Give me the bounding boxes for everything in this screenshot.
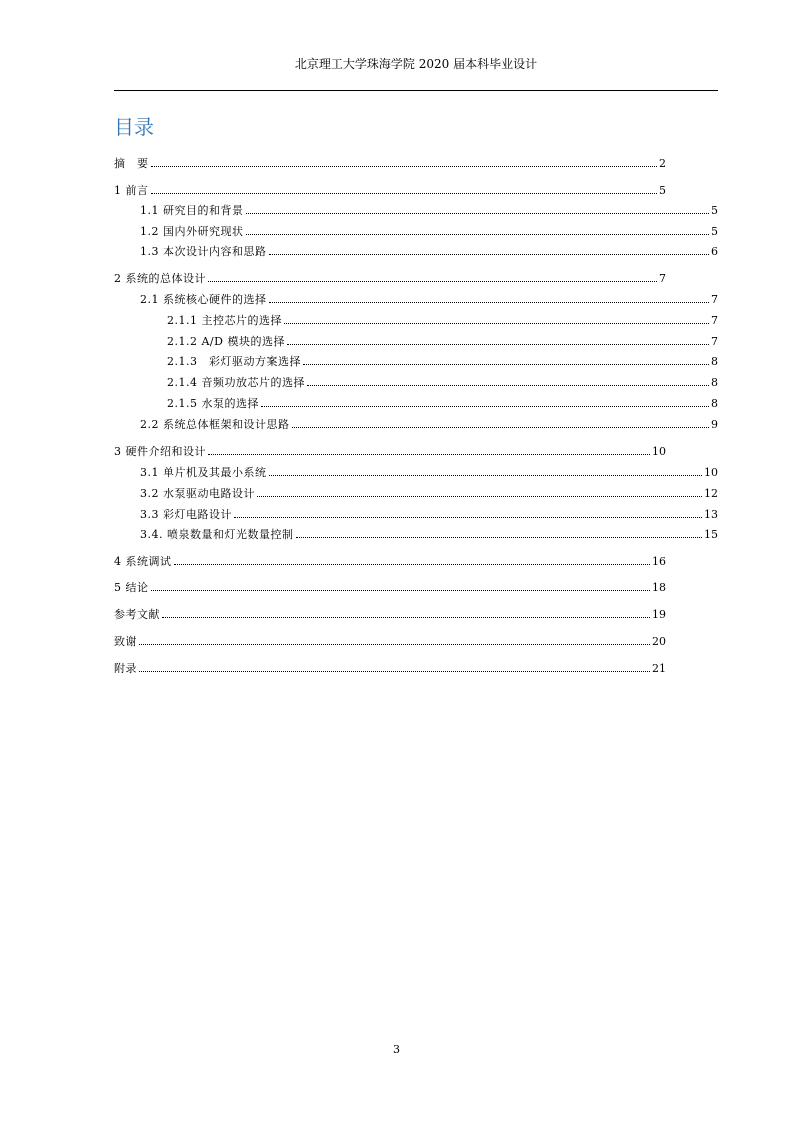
- toc-entry-label: 4 系统调试: [114, 555, 172, 568]
- toc-entry[interactable]: [114, 608, 666, 622]
- toc-entry-page: 5: [711, 204, 718, 217]
- toc-entry[interactable]: [114, 662, 666, 676]
- toc-entry[interactable]: [114, 184, 666, 198]
- toc-leader-dots: [162, 617, 650, 618]
- toc-entry-page: 5: [711, 225, 718, 238]
- toc-entry-label: 1 前言: [114, 184, 149, 197]
- toc-leader-dots: [151, 590, 651, 591]
- toc-entry[interactable]: [114, 635, 666, 649]
- toc-entry-page: 7: [711, 293, 718, 306]
- toc-leader-dots: [174, 564, 651, 565]
- toc-entry-page: 7: [711, 314, 718, 327]
- toc-entry-label: 1.2 国内外研究现状: [140, 225, 244, 238]
- toc-leader-dots: [234, 517, 702, 518]
- toc-leader-dots: [296, 537, 703, 538]
- toc-entry-page: 18: [652, 581, 666, 594]
- toc-leader-dots: [208, 281, 657, 282]
- toc-entry-page: 10: [652, 445, 666, 458]
- toc-entry-label: 2.1.3 彩灯驱动方案选择: [167, 355, 301, 368]
- toc-entry-label: 1.1 研究目的和背景: [140, 204, 244, 217]
- toc-entry[interactable]: [140, 487, 718, 501]
- toc-entry[interactable]: [140, 508, 718, 522]
- toc-entry-label: 2.1.5 水泵的选择: [167, 397, 259, 410]
- toc-entry[interactable]: [167, 397, 718, 411]
- toc-leader-dots: [284, 323, 709, 324]
- toc-entry-label: 参考文献: [114, 608, 160, 621]
- toc-leader-dots: [139, 671, 650, 672]
- toc-entry-page: 19: [652, 608, 666, 621]
- toc-entry-label: 2.2 系统总体框架和设计思路: [140, 418, 290, 431]
- toc-entry-label: 附录: [114, 662, 137, 675]
- toc-entry-label: 3.3 彩灯电路设计: [140, 508, 232, 521]
- toc-leader-dots: [261, 406, 709, 407]
- toc-leader-dots: [151, 193, 658, 194]
- toc-entry-page: 8: [711, 397, 718, 410]
- toc-entry-page: 8: [711, 355, 718, 368]
- toc-entry[interactable]: [167, 335, 718, 349]
- toc-entry-label: 3.2 水泵驱动电路设计: [140, 487, 255, 500]
- toc-entry-page: 13: [704, 508, 718, 521]
- toc-entry[interactable]: [167, 355, 718, 369]
- toc-leader-dots: [307, 385, 709, 386]
- toc-entry-page: 9: [711, 418, 718, 431]
- toc-leader-dots: [246, 234, 710, 235]
- page-header: 北京理工大学珠海学院 2020 届本科毕业设计: [294, 57, 538, 71]
- toc-entry[interactable]: [114, 581, 666, 595]
- toc-entry-page: 20: [652, 635, 666, 648]
- toc-entry-label: 2.1.4 音频功放芯片的选择: [167, 376, 305, 389]
- toc-entry-page: 8: [711, 376, 718, 389]
- toc-leader-dots: [303, 364, 709, 365]
- toc-entry-page: 15: [704, 528, 718, 541]
- toc-leader-dots: [269, 254, 710, 255]
- toc-entry-label: 3.1 单片机及其最小系统: [140, 466, 267, 479]
- toc-entry-page: 7: [659, 272, 666, 285]
- toc-entry-page: 16: [652, 555, 666, 568]
- toc-entry[interactable]: [114, 445, 666, 459]
- toc-entry-label: 2.1 系统核心硬件的选择: [140, 293, 267, 306]
- toc-entry-label: 摘 要: [114, 157, 149, 170]
- toc-entry-label: 2 系统的总体设计: [114, 272, 206, 285]
- toc-entry[interactable]: [140, 418, 718, 432]
- toc-entry[interactable]: [167, 376, 718, 390]
- toc-entry[interactable]: [140, 466, 718, 480]
- toc-entry[interactable]: [140, 293, 718, 307]
- toc-entry-page: 6: [711, 245, 718, 258]
- toc-leader-dots: [208, 454, 650, 455]
- toc-entry-page: 10: [704, 466, 718, 479]
- toc-entry[interactable]: [140, 225, 718, 239]
- toc-entry-page: 2: [659, 157, 666, 170]
- toc-entry-page: 21: [652, 662, 666, 675]
- page-number: 3: [393, 1043, 400, 1056]
- toc-entry[interactable]: [167, 314, 718, 328]
- toc-entry-label: 3.4. 喷泉数量和灯光数量控制: [140, 528, 294, 541]
- toc-entry-page: 5: [659, 184, 666, 197]
- toc-leader-dots: [139, 644, 650, 645]
- toc-leader-dots: [269, 302, 710, 303]
- toc-leader-dots: [151, 166, 658, 167]
- toc-entry[interactable]: [140, 245, 718, 259]
- toc-leader-dots: [269, 475, 703, 476]
- toc-entry-label: 5 结论: [114, 581, 149, 594]
- toc-entry[interactable]: [140, 528, 718, 542]
- toc-entry-page: 12: [704, 487, 718, 500]
- toc-title: 目录: [114, 115, 154, 139]
- toc-entry[interactable]: [114, 555, 666, 569]
- toc-leader-dots: [287, 344, 709, 345]
- toc-leader-dots: [257, 496, 702, 497]
- toc-entry[interactable]: [140, 204, 718, 218]
- toc-entry[interactable]: [114, 157, 666, 171]
- toc-entry-label: 2.1.2 A/D 模块的选择: [167, 335, 285, 348]
- toc-entry-label: 致谢: [114, 635, 137, 648]
- toc-entry-label: 1.3 本次设计内容和思路: [140, 245, 267, 258]
- toc-leader-dots: [292, 427, 710, 428]
- toc-entry-label: 2.1.1 主控芯片的选择: [167, 314, 282, 327]
- toc-entry[interactable]: [114, 272, 666, 286]
- toc-entry-page: 7: [711, 335, 718, 348]
- toc-leader-dots: [246, 213, 710, 214]
- toc-entry-label: 3 硬件介绍和设计: [114, 445, 206, 458]
